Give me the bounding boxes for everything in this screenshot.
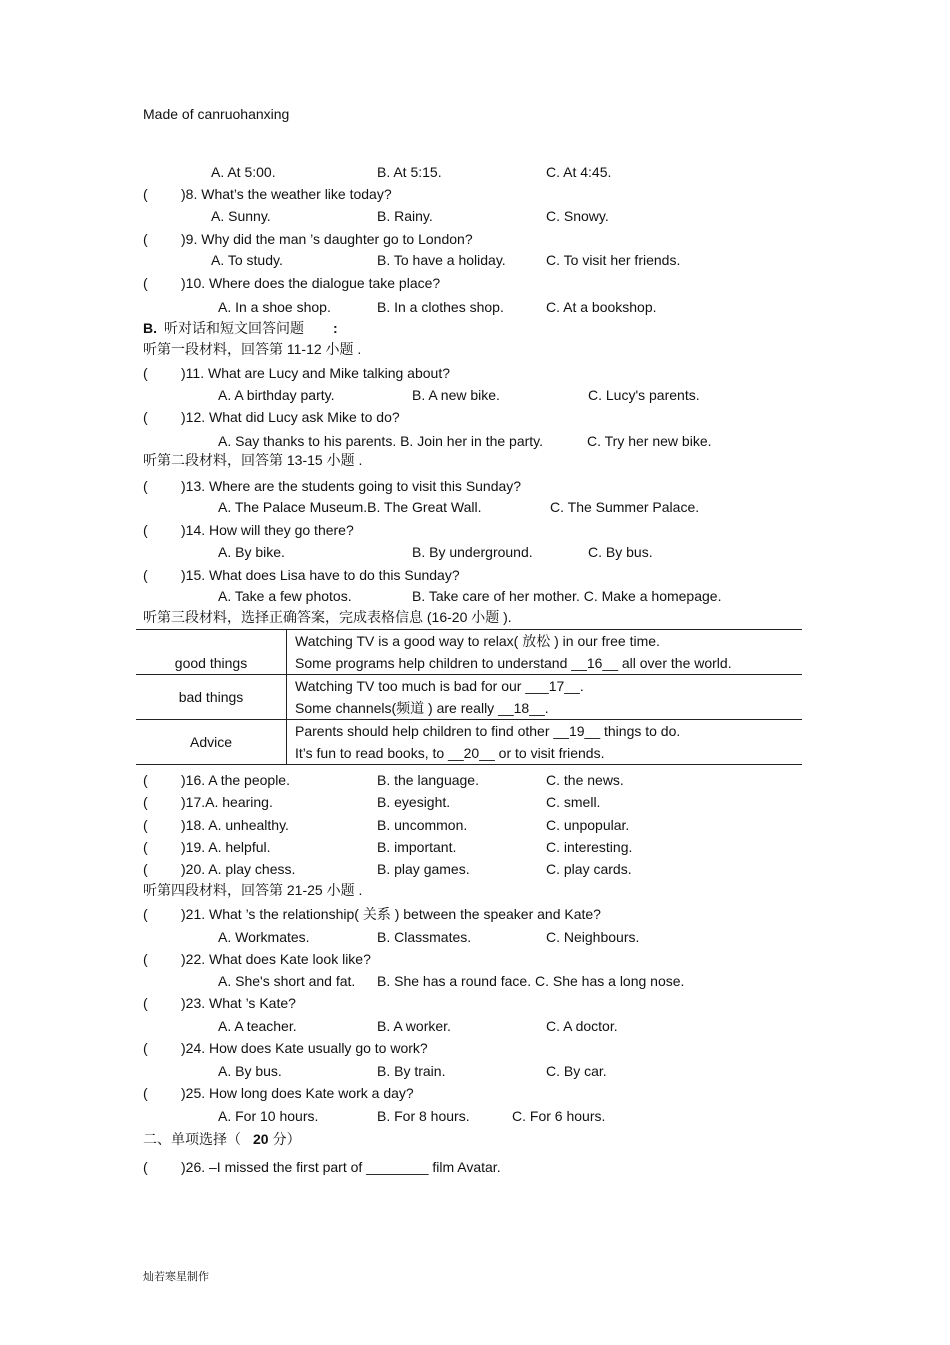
table-key-text: bad things — [178, 689, 244, 705]
q17-option-c: C. smell. — [546, 794, 601, 810]
part1-instruction: 听第一段材料，回答第 11-12 小题 . — [143, 341, 362, 357]
q21-paren: ( — [143, 906, 148, 922]
q21-option-b: B. Classmates. — [377, 929, 472, 945]
q14-stem: )14. How will they go there? — [181, 522, 354, 538]
q11-stem: )11. What are Lucy and Mike talking about? — [181, 365, 451, 381]
q16-option-c: C. the news. — [546, 772, 624, 788]
section-b-colon: : — [333, 320, 338, 336]
table-row — [136, 720, 802, 765]
q23-stem: )23. What ’s Kate? — [181, 995, 296, 1011]
table-row — [136, 675, 802, 720]
q11-option-c: C. Lucy's parents. — [588, 387, 700, 403]
q9-stem: )9. Why did the man ’s daughter go to London? — [181, 231, 473, 247]
q19-paren: ( — [143, 839, 148, 855]
q23-paren: ( — [143, 995, 148, 1011]
table-line: Watching TV too much is bad for our ___17__. — [295, 678, 584, 694]
table-line: Watching TV is a good way to relax( 放松 ) in our free time. — [295, 633, 660, 649]
q17-paren: ( — [143, 794, 148, 810]
q10-option-b: B. In a clothes shop. — [377, 299, 504, 315]
page-footer: 灿若寒星制作 — [143, 1270, 209, 1283]
q24-stem: )24. How does Kate usually go to work? — [181, 1040, 428, 1056]
section2-score: 20 — [253, 1131, 269, 1147]
q9-paren: ( — [143, 231, 148, 247]
section2-suffix: 分） — [272, 1131, 301, 1147]
q11-option-a: A. A birthday party. — [218, 387, 335, 403]
section2-heading — [143, 1130, 301, 1148]
table-row — [136, 630, 802, 675]
q16-stem: )16. A the people. — [181, 772, 290, 788]
q15-option-a: A. Take a few photos. — [218, 588, 352, 604]
table-value-bad — [287, 675, 803, 720]
q14-paren: ( — [143, 522, 148, 538]
q13-stem: )13. Where are the students going to visit this Sunday? — [181, 478, 522, 494]
q20-option-b: B. play games. — [377, 861, 470, 877]
q12-option-ab: A. Say thanks to his parents. B. Join her in the party. — [218, 433, 544, 449]
q24-option-b: B. By train. — [377, 1063, 446, 1079]
q14-option-c: C. By bus. — [588, 544, 653, 560]
q20-option-c: C. play cards. — [546, 861, 632, 877]
q25-stem: )25. How long does Kate work a day? — [181, 1085, 414, 1101]
q8-paren: ( — [143, 186, 148, 202]
q22-stem: )22. What does Kate look like? — [181, 951, 371, 967]
q22-paren: ( — [143, 951, 148, 967]
q12-stem: )12. What did Lucy ask Mike to do? — [181, 409, 400, 425]
part2-instruction: 听第二段材料，回答第 13-15 小题 . — [143, 452, 363, 468]
q8-option-a: A. Sunny. — [211, 208, 271, 224]
q16-option-b: B. the language. — [377, 772, 479, 788]
q17-option-b: B. eyesight. — [377, 794, 451, 810]
q10-stem: )10. Where does the dialogue take place? — [181, 275, 441, 291]
q19-option-b: B. important. — [377, 839, 457, 855]
q18-option-c: C. unpopular. — [546, 817, 630, 833]
q8-option-c: C. Snowy. — [546, 208, 609, 224]
section-b-label: B. — [143, 320, 157, 336]
q14-option-b: B. By underground. — [412, 544, 533, 560]
q26-stem: )26. –I missed the first part of ________ film Avatar. — [181, 1159, 501, 1175]
q23-option-c: C. A doctor. — [546, 1018, 618, 1034]
part4-instruction: 听第四段材料，回答第 21-25 小题 . — [143, 882, 363, 898]
table-key-bad — [136, 675, 287, 720]
q25-option-c: C. For 6 hours. — [512, 1108, 606, 1124]
part3-instruction: 听第三段材料，选择正确答案，完成表格信息 (16-20 小题 ). — [143, 609, 512, 625]
section2-prefix: 二、单项选择（ — [143, 1131, 241, 1147]
q13-paren: ( — [143, 478, 148, 494]
section-b-title: 听对话和短文回答问题 — [164, 320, 304, 336]
q23-option-a: A. A teacher. — [218, 1018, 297, 1034]
q18-paren: ( — [143, 817, 148, 833]
q16-paren: ( — [143, 772, 148, 788]
q15-stem: )15. What does Lisa have to do this Sunday? — [181, 567, 460, 583]
q9-option-b: B. To have a holiday. — [377, 252, 506, 268]
q7-option-a: A. At 5:00. — [211, 164, 276, 180]
q15-paren: ( — [143, 567, 148, 583]
q11-paren: ( — [143, 365, 148, 381]
q9-option-a: A. To study. — [211, 252, 283, 268]
table-line: It’s fun to read books, to __20__ or to visit friends. — [295, 745, 605, 761]
q8-stem: )8. What’s the weather like today? — [181, 186, 392, 202]
q24-paren: ( — [143, 1040, 148, 1056]
table-value-good — [287, 630, 803, 675]
q12-option-c: C. Try her new bike. — [587, 433, 712, 449]
q23-option-b: B. A worker. — [377, 1018, 451, 1034]
table-value-advice — [287, 720, 803, 765]
q17-stem: )17.A. hearing. — [181, 794, 273, 810]
table-line: Parents should help children to find other __19__ things to do. — [295, 723, 681, 739]
q21-stem: )21. What ’s the relationship( 关系 ) between the speaker and Kate? — [181, 906, 601, 922]
q10-option-a: A. In a shoe shop. — [218, 299, 331, 315]
q25-option-b: B. For 8 hours. — [377, 1108, 470, 1124]
q7-option-c: C. At 4:45. — [546, 164, 612, 180]
table-key-good — [136, 630, 287, 675]
page-header: Made of canruohanxing — [143, 106, 290, 122]
q25-paren: ( — [143, 1085, 148, 1101]
q24-option-c: C. By car. — [546, 1063, 607, 1079]
q18-stem: )18. A. unhealthy. — [181, 817, 289, 833]
q21-option-a: A. Workmates. — [218, 929, 310, 945]
info-table — [136, 629, 802, 765]
q7-option-b: B. At 5:15. — [377, 164, 442, 180]
q22-option-a: A. She's short and fat. — [218, 973, 356, 989]
table-key-text: Advice — [189, 734, 233, 750]
q21-option-c: C. Neighbours. — [546, 929, 640, 945]
q10-paren: ( — [143, 275, 148, 291]
q8-option-b: B. Rainy. — [377, 208, 433, 224]
table-key-advice — [136, 720, 287, 765]
q15-option-bc: B. Take care of her mother. C. Make a homepage. — [412, 588, 722, 604]
q20-paren: ( — [143, 861, 148, 877]
q20-stem: )20. A. play chess. — [181, 861, 296, 877]
table-line: Some programs help children to understand __16__ all over the world. — [295, 655, 732, 671]
q13-option-c: C. The Summer Palace. — [550, 499, 700, 515]
table-line: Some channels(频道 ) are really __18__. — [295, 700, 549, 716]
q14-option-a: A. By bike. — [218, 544, 285, 560]
q13-option-ab: A. The Palace Museum.B. The Great Wall. — [218, 499, 482, 515]
q11-option-b: B. A new bike. — [412, 387, 500, 403]
q9-option-c: C. To visit her friends. — [546, 252, 681, 268]
q18-option-b: B. uncommon. — [377, 817, 468, 833]
q24-option-a: A. By bus. — [218, 1063, 282, 1079]
table-key-text: good things — [174, 655, 248, 671]
q12-paren: ( — [143, 409, 148, 425]
q19-stem: )19. A. helpful. — [181, 839, 271, 855]
q19-option-c: C. interesting. — [546, 839, 633, 855]
q22-option-bc: B. She has a round face. C. She has a long nose. — [377, 973, 685, 989]
q10-option-c: C. At a bookshop. — [546, 299, 657, 315]
q25-option-a: A. For 10 hours. — [218, 1108, 319, 1124]
q26-paren: ( — [143, 1159, 148, 1175]
